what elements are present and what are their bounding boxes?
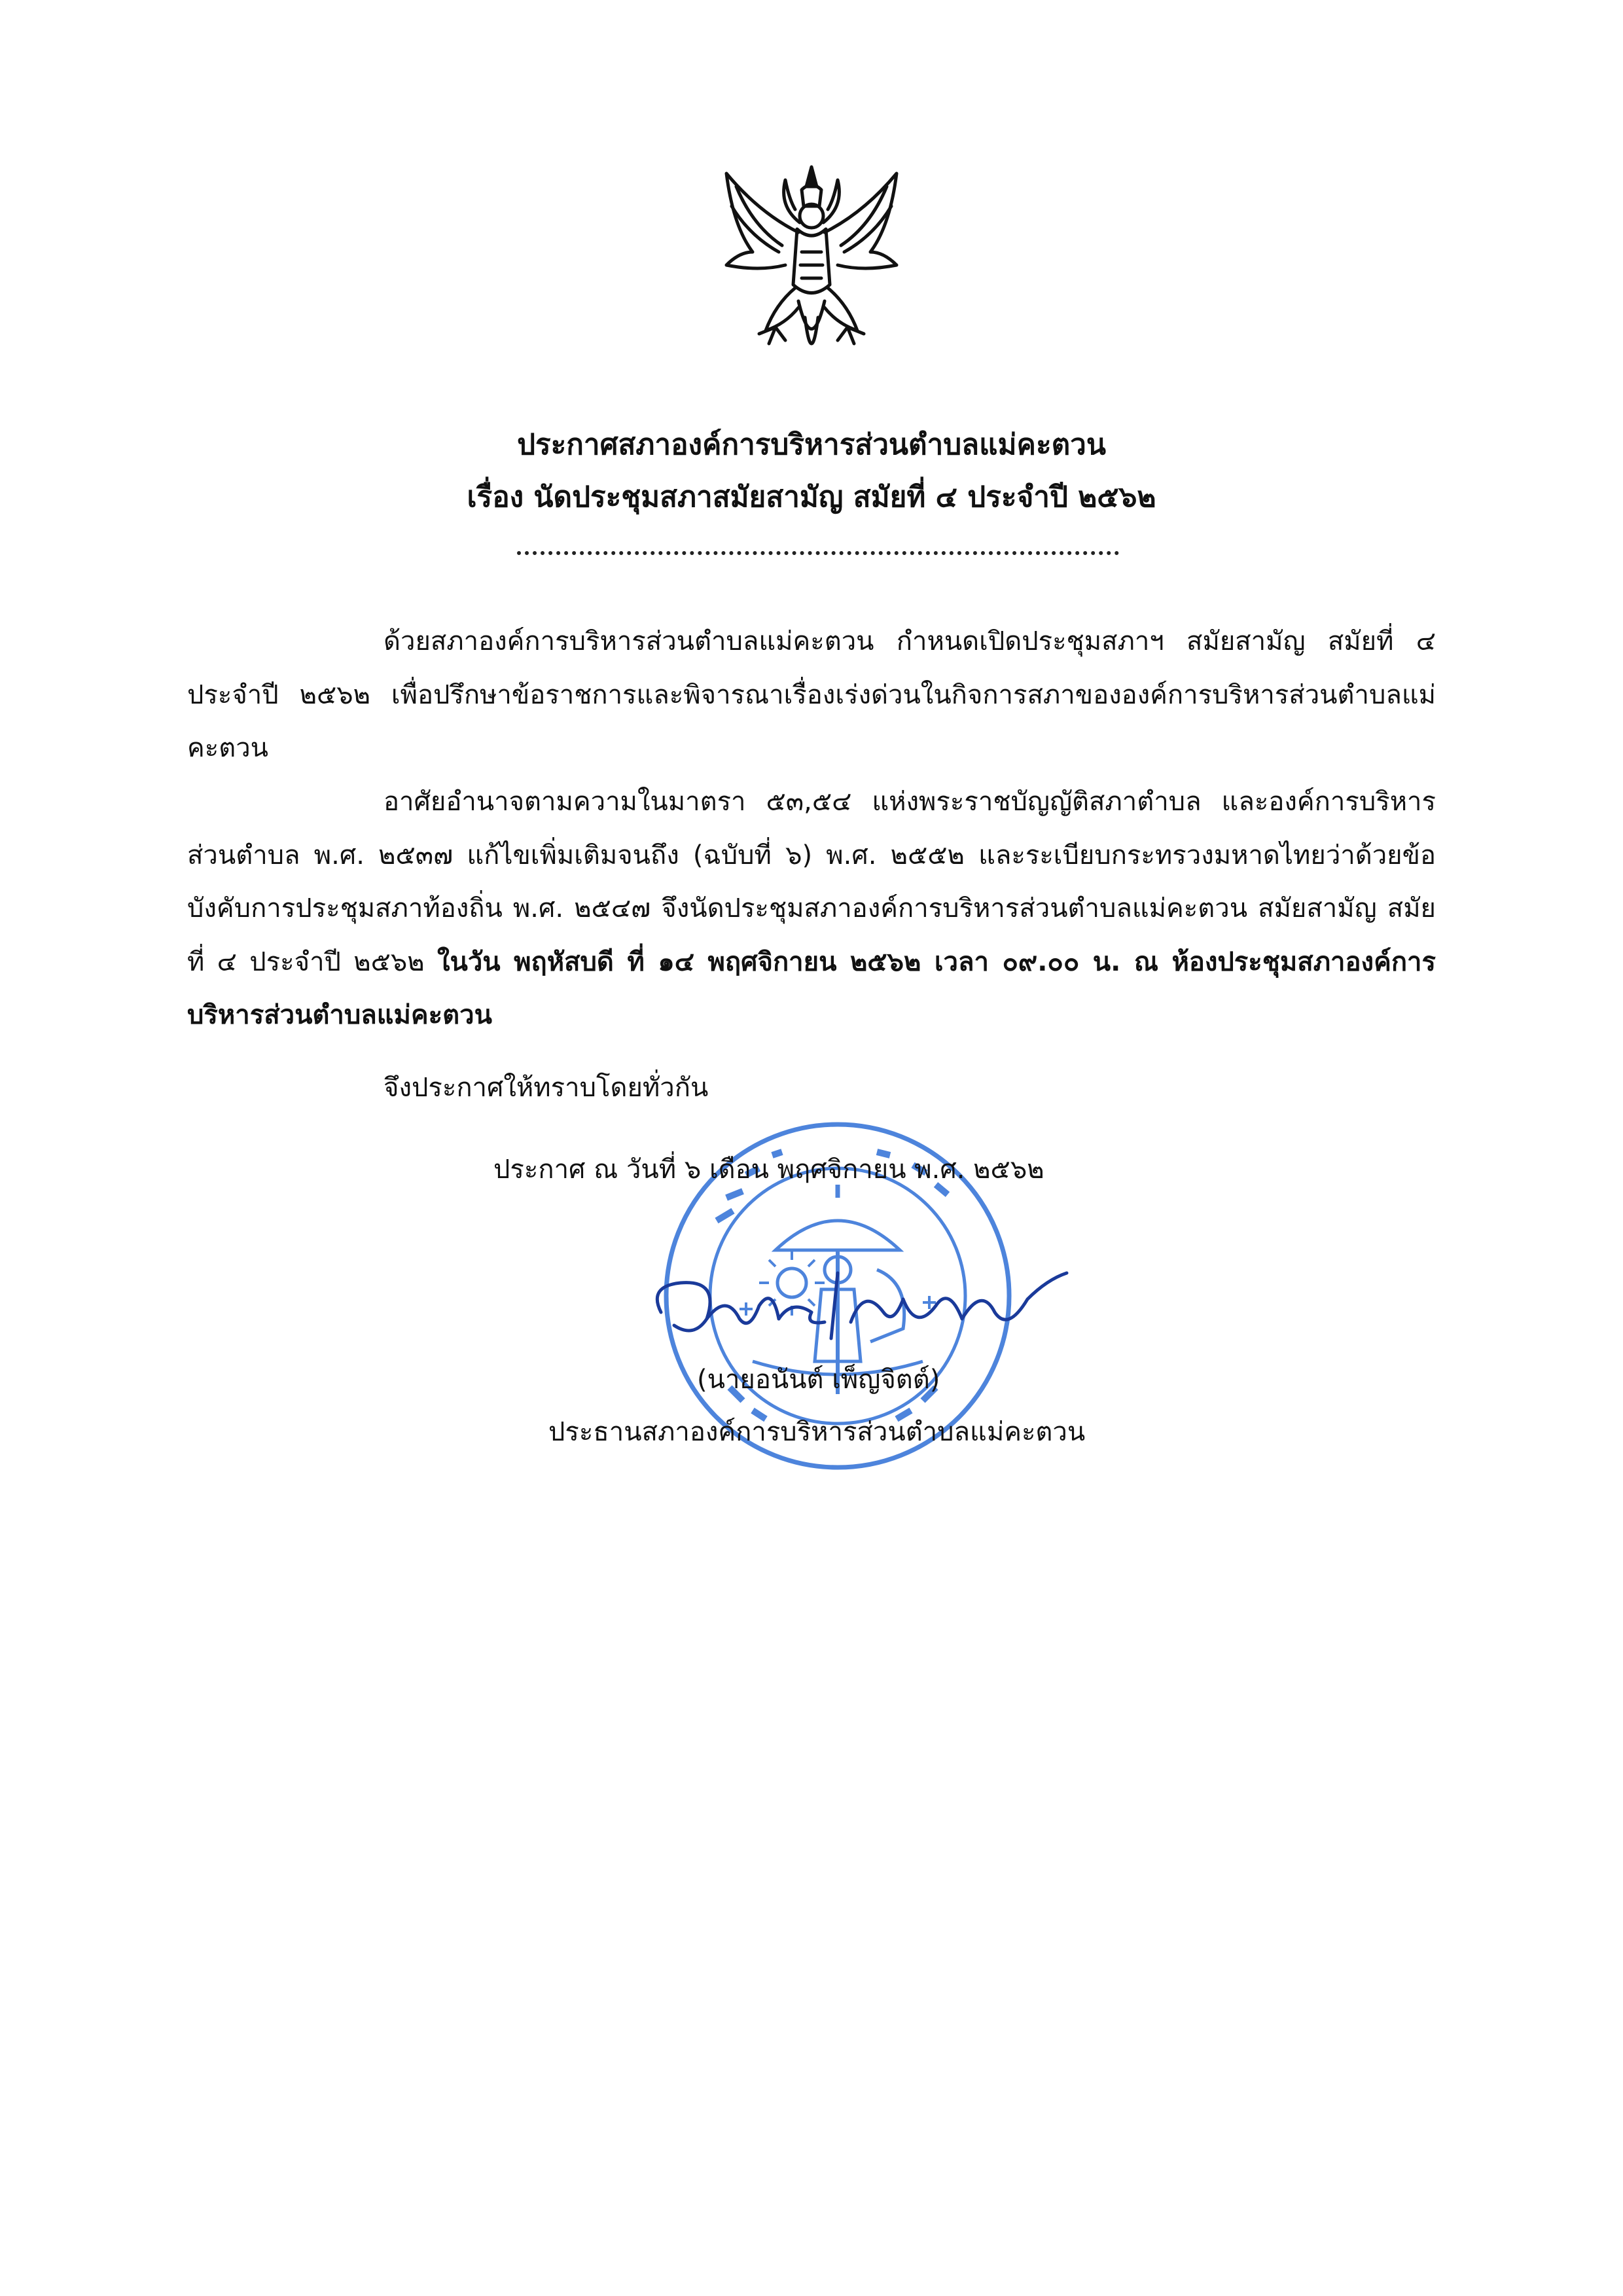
paragraph-3: จึงประกาศให้ทราบโดยทั่วกัน — [383, 1073, 709, 1103]
signer-title: ประธานสภาองค์การบริหารส่วนตำบลแม่คะตวน — [548, 1417, 1086, 1447]
title-line-1: ประกาศสภาองค์การบริหารส่วนตำบลแม่คะตวน — [517, 428, 1106, 461]
title-line-2: เรื่อง นัดประชุมสภาสมัยสามัญ สมัยที่ ๔ ประจำปี ๒๕๖๒ — [467, 480, 1156, 514]
paragraph-1 — [187, 615, 1436, 776]
title-dotted-divider — [517, 551, 1119, 555]
document-title — [0, 419, 1623, 524]
signer-name: (นายอนันต์ เพ็ญจิตต์) — [697, 1365, 940, 1395]
paragraph-2-normal: อาศัยอำนาจตามความในมาตรา ๕๓,๕๔ แห่งพระราชบัญญัติสภาตำบล และองค์การบริหารส่วนตำบล พ.ศ. ๒๕๓๗ แก้ไขเพิ่มเติมจนถึง (ฉบับที่ ๖) พ.ศ. ๒๕๕๒ และระเบียบกระทรวงมหาดไทยว่าด้วยข้อบังคับการประชุมสภาท้องถิ่น พ.ศ. ๒๕๔๗ จึงนัดประชุมสภาองค์การบริหารส่วนตำบลแม่คะตวน สมัยสามัญ สมัยที่ ๔ ประจำปี ๒๕๖๒ — [187, 787, 1436, 977]
announcement-date: ประกาศ ณ วันที่ ๖ เดือน พฤศจิกายน พ.ศ. ๒๕๖๒ — [493, 1155, 1044, 1185]
paragraph-2 — [187, 776, 1436, 1043]
handwritten-signature-icon — [641, 1260, 1073, 1358]
paragraph-2-text — [187, 776, 1436, 1043]
meeting-date-venue: ในวัน พฤหัสบดี ที่ ๑๔ พฤศจิกายน ๒๕๖๒ เวลา ๐๙.๐๐ น. ณ ห้องประชุมสภาองค์การบริหารส่วนตำบลแม่คะตวน — [187, 946, 1436, 1030]
paragraph-1-text: ด้วยสภาองค์การบริหารส่วนตำบลแม่คะตวน กำหนดเปิดประชุมสภาฯ สมัยสามัญ สมัยที่ ๔ ประจำปี ๒๕๖๒ เพื่อปรึกษาข้อราชการและพิจารณาเรื่องเร่งด่วนในกิจการสภาขององค์การบริหารส่วนตำบลแม่คะตวน — [187, 626, 1436, 763]
garuda-emblem-icon — [713, 160, 910, 376]
